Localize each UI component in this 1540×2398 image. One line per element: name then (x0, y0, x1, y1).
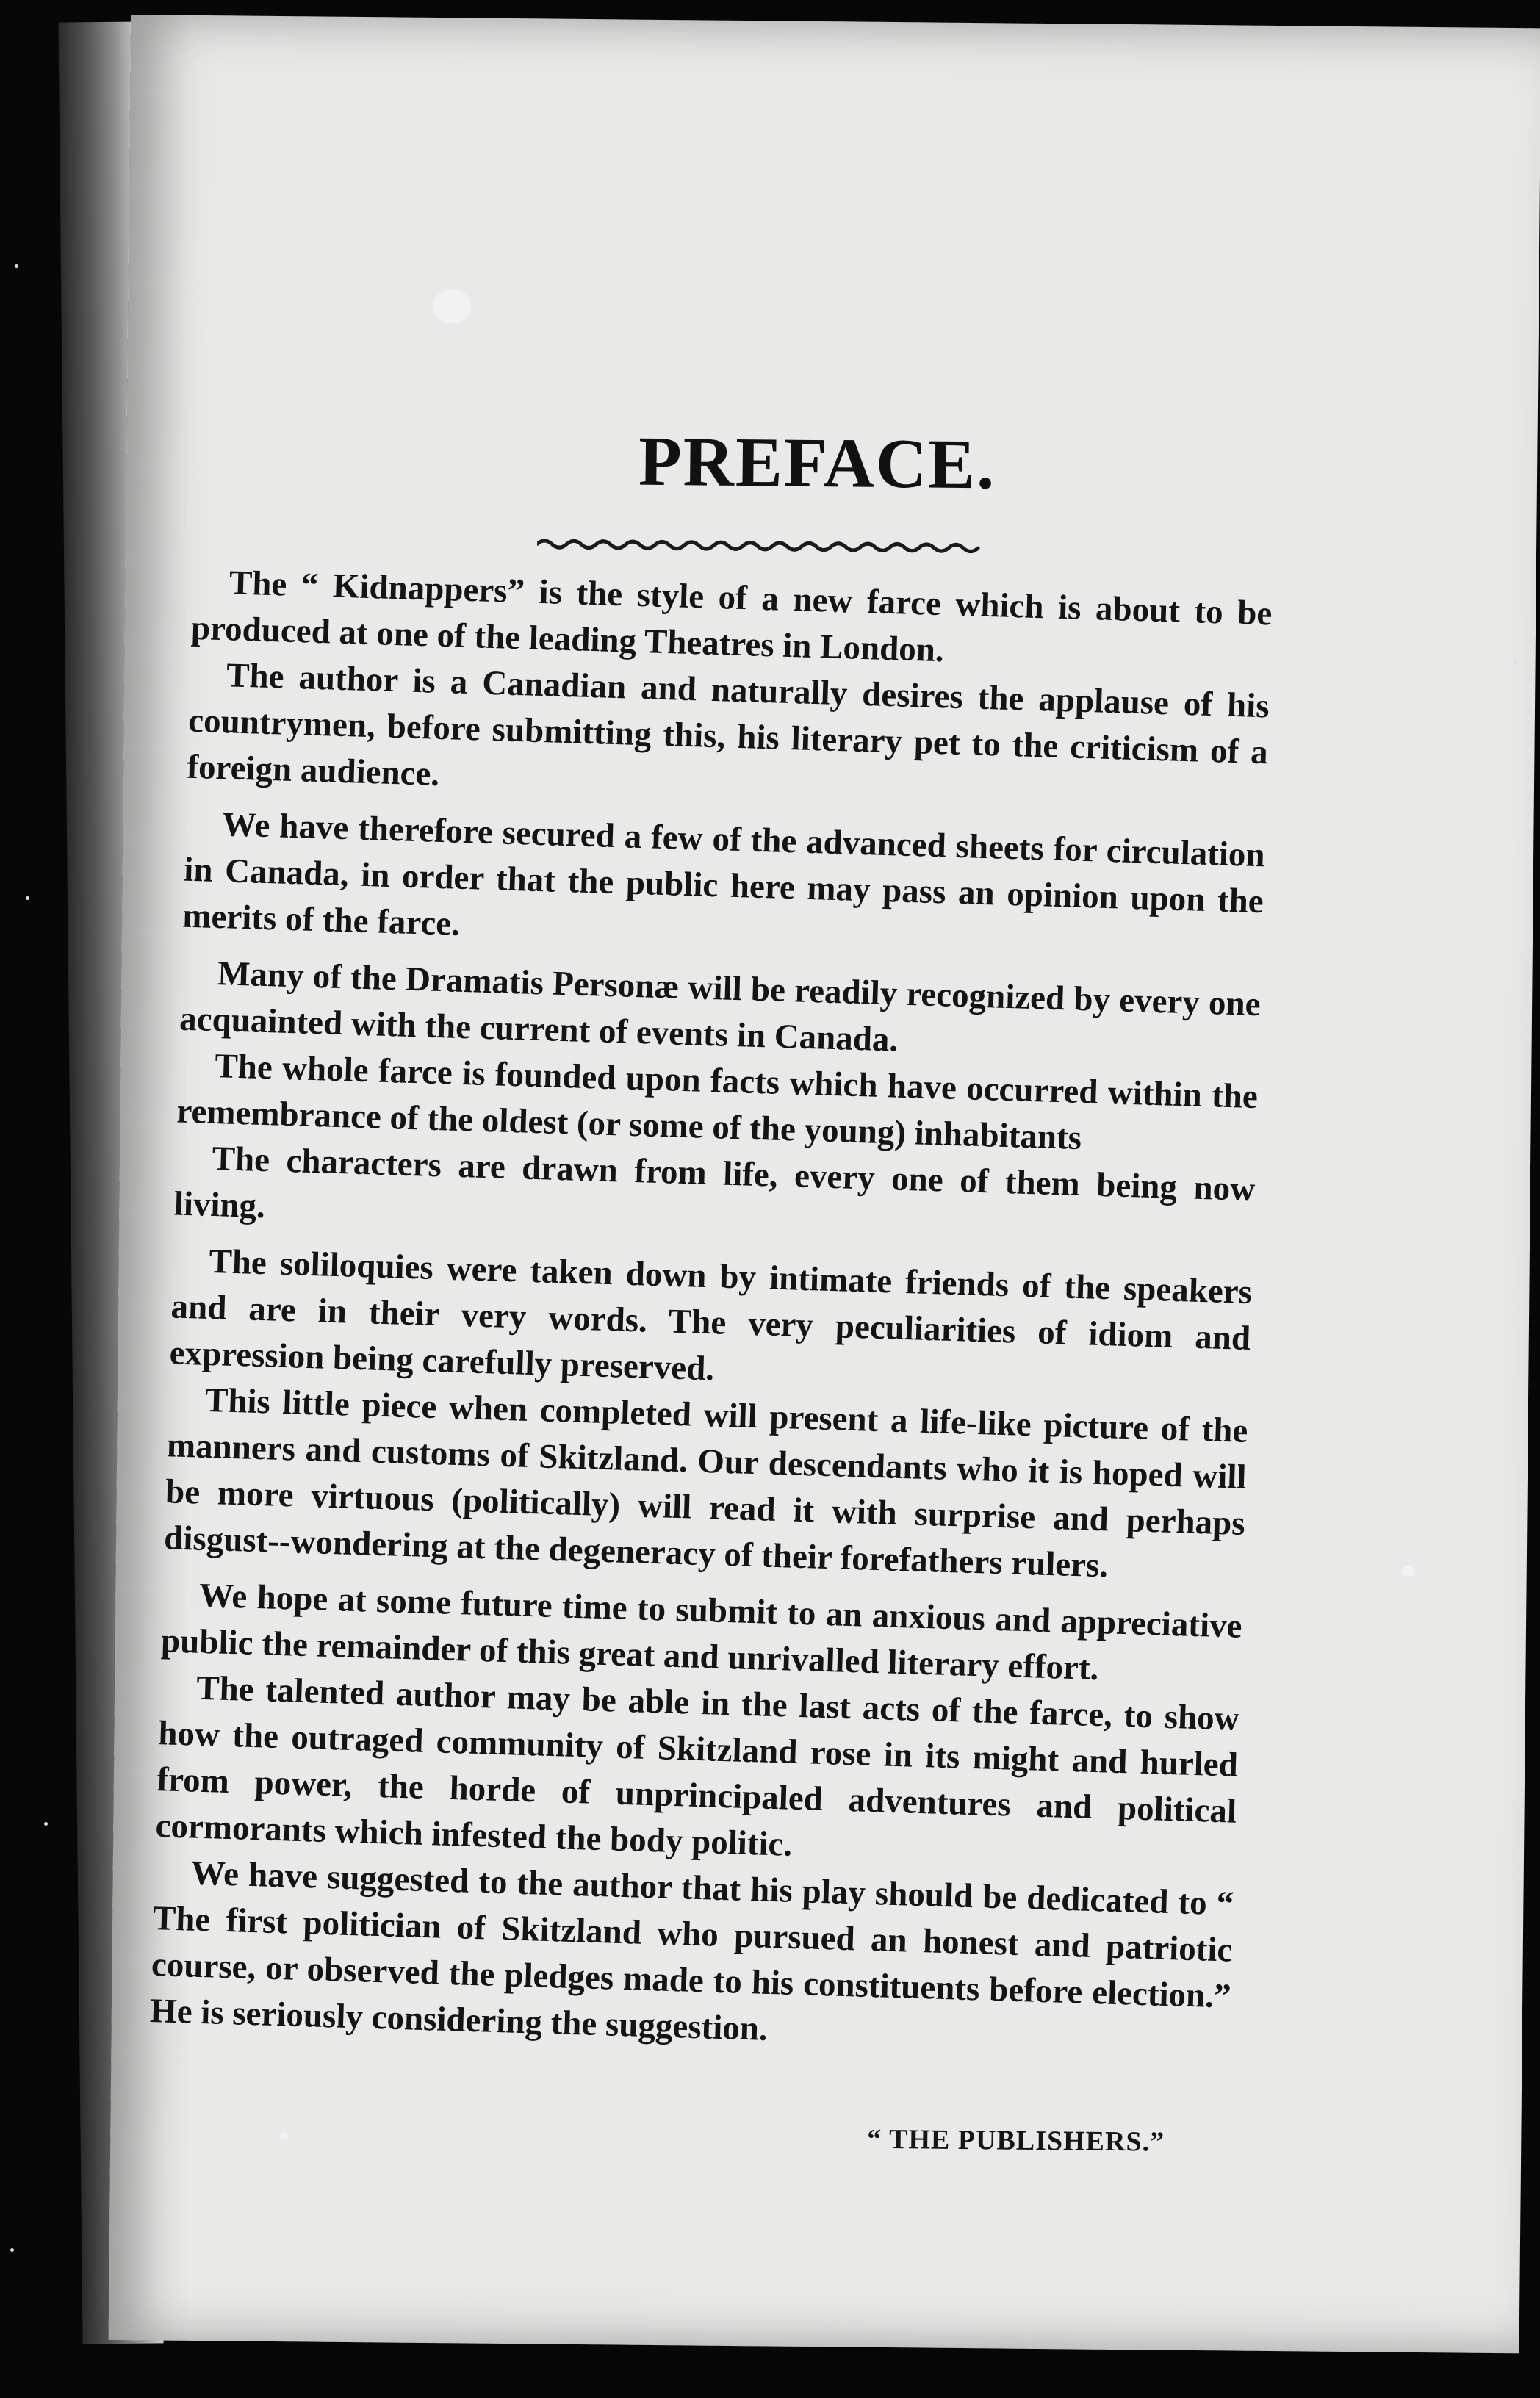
publisher-signature: “ THE PUBLISHERS.” (867, 2123, 1165, 2158)
page-title: PREFACE. (638, 421, 996, 504)
scan-noise-dot (15, 264, 18, 268)
preface-paragraph: This little piece when completed will present a life-like picture of the manners and customs of Skitzland. Our descendants who it is hoped will be more virtuous (politically) will read it with surprise and perhaps disgust--wondering at the degeneracy of their forefathers rulers. (163, 1380, 1249, 1585)
scan-noise-dot (1514, 661, 1517, 665)
preface-body (149, 559, 1273, 2067)
decorative-wavy-rule (537, 533, 985, 559)
paper-speck (279, 2132, 288, 2139)
preface-paragraph: We have therefore secured a few of the advanced sheets for circulation in Canada, in order that the public here may pass an opinion upon the merits of the farce. (181, 805, 1266, 943)
preface-paragraph: We hope at some future time to submit to an anxious and appreciative public the remainder of this great and unrivalled literary effort. (160, 1576, 1243, 1688)
preface-paragraph: The talented author may be able in the last acts of the farce, to show how the outraged community of Skitzland rose in its might and hurled from power, the horde of unprincipaled adventures and political cormorants which infested the body politic. (154, 1668, 1240, 1864)
scan-noise-dot (26, 896, 29, 900)
preface-paragraph: The “ Kidnappers” is the style of a new farce which is about to be produced at one of the leading Theatres in London. (190, 564, 1273, 670)
paper-speck (1402, 1566, 1415, 1577)
scan-noise-dot (44, 1822, 48, 1826)
preface-paragraph: We have suggested to the author that his play should be dedicated to “ The first politician of Skitzland who pursued an honest and patriotic course, or observed the pledges made to his constituents before election.” He is seriously considering the suggestion. (149, 1854, 1234, 2048)
preface-paragraph: Many of the Dramatis Personæ will be readily recognized by every one acquainted with the current of events in Canada. (179, 954, 1262, 1059)
preface-paragraph: The soliloquies were taken down by intimate friends of the speakers and are in their very words. The very peculiarities of idiom and expression being carefully preserved. (169, 1242, 1253, 1389)
paper-speck (433, 289, 471, 323)
preface-paragraph: The characters are drawn from life, every one of them being now living. (173, 1139, 1256, 1226)
preface-paragraph: The author is a Canadian and naturally desires the applause of his countrymen, before submitting this, his literary pet to the criticism of a foreign audience. (186, 656, 1270, 793)
preface-paragraph: The whole farce is founded upon facts which have occurred within the remembrance of the oldest (or some of the young) inhabitants (176, 1047, 1259, 1158)
book-page (109, 15, 1540, 2353)
scan-noise-dot (10, 2248, 14, 2252)
